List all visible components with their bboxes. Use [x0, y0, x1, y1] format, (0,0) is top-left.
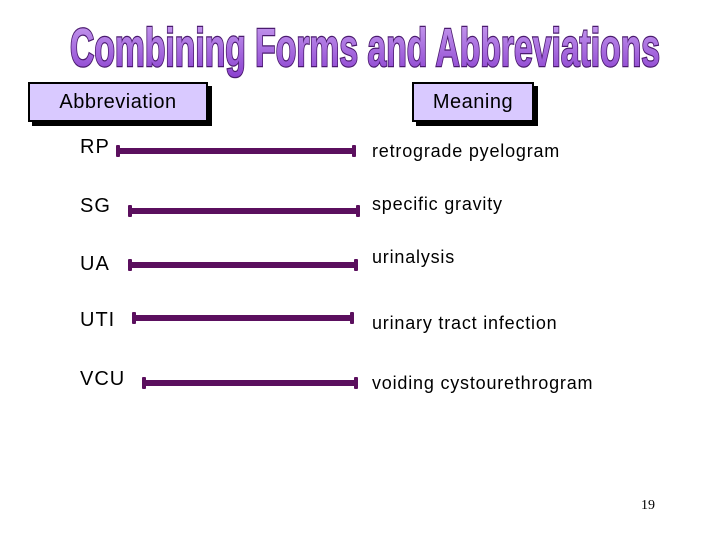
connector-line [134, 315, 352, 321]
abbreviation-ua: UA [80, 253, 110, 275]
meaning-header: Meaning [412, 82, 534, 122]
connector-line [144, 380, 356, 386]
abbreviation-uti: UTI [80, 309, 116, 331]
abbreviation-rp: RP [80, 136, 110, 158]
meaning-vcu: voiding cystourethrogram [372, 373, 594, 393]
slide-title-text: Combining Forms and Abbreviations [70, 18, 660, 78]
abbreviation-header: Abbreviation [28, 82, 208, 122]
abbreviation-vcu: VCU [80, 368, 126, 390]
meaning-sg: specific gravity [372, 194, 503, 214]
meaning-uti: urinary tract infection [372, 313, 558, 333]
page-number: 19 [641, 498, 655, 513]
connector-line [118, 148, 354, 154]
abbreviation-sg: SG [80, 195, 111, 217]
connector-line [130, 262, 356, 268]
slide-title [60, 6, 670, 86]
meaning-ua: urinalysis [372, 247, 456, 267]
connector-line [130, 208, 358, 214]
meaning-rp: retrograde pyelogram [372, 141, 561, 161]
